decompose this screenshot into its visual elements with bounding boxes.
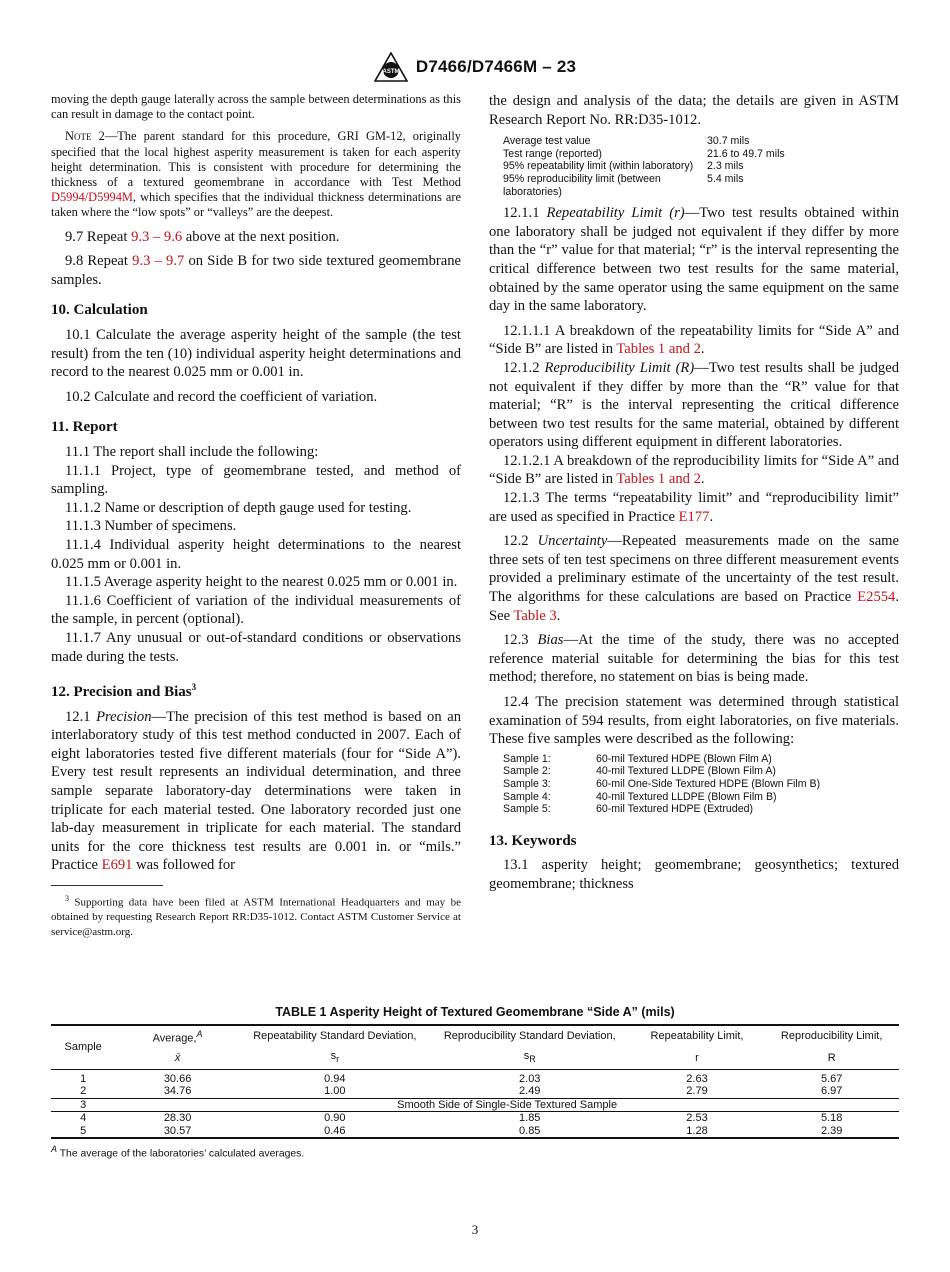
text: on Side B for two side textured geomembrane samples. — [51, 253, 461, 288]
col-header-sample: Sample — [51, 1025, 115, 1069]
precision-stats-table — [503, 135, 785, 198]
term: Uncertainty — [537, 533, 608, 550]
paragraph-11-1-6: 11.1.6 Coefficient of variation of the individual measurements of the sample, in percent (optional). — [51, 592, 461, 628]
symbol-text: s — [330, 1050, 337, 1063]
table-cell: 34.76 — [115, 1085, 240, 1098]
symbol-r: r — [630, 1048, 765, 1069]
link-table-3[interactable]: Table 3 — [513, 607, 557, 624]
text: was followed for — [132, 857, 236, 874]
table-1-title: TABLE 1 Asperity Height of Textured Geomembrane “Side A” (mils) — [275, 1005, 675, 1019]
text: 12.2 — [503, 533, 538, 550]
text: 12.1.3 The terms “repeatability limit” and “reproducibility limit” are used as specified in Practice — [489, 490, 899, 525]
text: . See — [489, 589, 899, 624]
footnote-divider — [51, 885, 163, 886]
paragraph-12-4: 12.4 The precision statement was determined through statistical examination of 594 results, from eight laboratories, on five materials. These five samples were described as the following: — [489, 694, 899, 748]
astm-logo-icon — [374, 52, 408, 82]
text: 9.7 Repeat — [65, 228, 132, 245]
text: —Repeated measurements made on the same three sets of ten test specimens on three different measurement events provided a preliminary estimate of the uncertainty of the test result. The algorithms for these calculations are based on Practice — [489, 533, 900, 606]
stats-label: 95% repeatability limit (within laboratory) — [503, 160, 694, 173]
table-cell: 30.57 — [115, 1125, 240, 1139]
page-number: 3 — [471, 1222, 479, 1237]
table-row — [51, 1069, 899, 1085]
sample-label: Sample 3: — [503, 777, 551, 790]
table-cell: 0.90 — [324, 1112, 346, 1125]
sample-label: Sample 2: — [503, 765, 551, 778]
paragraph-9-7 — [51, 228, 461, 247]
note-label: Note — [65, 129, 92, 144]
footnote-mark: A — [51, 1144, 58, 1155]
text: . — [700, 471, 705, 488]
stats-row — [503, 173, 785, 198]
symbol-sr — [240, 1048, 430, 1069]
paragraph-10-1: 10.1 Calculate the average asperity height of the sample (the test result) from the ten (10) individual asperity height determinations and record to the nearest 0.025 mm or 0.001 in. — [51, 327, 461, 381]
sample-description: 60-mil Textured HDPE (Blown Film A) — [596, 752, 772, 765]
paragraph-12-3 — [489, 631, 899, 687]
symbol-sR — [430, 1048, 630, 1069]
sample-row — [503, 753, 820, 766]
text: —Two test results shall be judged not equivalent if they differ by more than the “R” value for that material; “R” is the interval representing the critical difference between two test results for the same material, obtained by different operators using different equipment in different laboratories. — [489, 359, 899, 451]
symbol-sub: r — [336, 1054, 340, 1065]
stats-label: Average test value — [503, 135, 591, 148]
term: Repeatability Limit (r) — [546, 205, 685, 222]
table-cell: 2.03 — [519, 1072, 541, 1085]
page-header — [0, 52, 950, 82]
table-cell: 0.46 — [240, 1125, 430, 1139]
paragraph-11-1: 11.1 The report shall include the following: — [65, 443, 319, 460]
paragraph-11-1-5: 11.1.5 Average asperity height to the nearest 0.025 mm or 0.001 in. — [65, 574, 458, 591]
text: 9.8 Repeat — [65, 253, 133, 270]
text: . — [556, 607, 561, 624]
table-cell: 4 — [80, 1112, 87, 1125]
sample-label: Sample 5: — [503, 803, 551, 816]
paragraph-12-1-2-1 — [489, 452, 899, 489]
table-row — [51, 1112, 899, 1125]
table-cell: 3 — [51, 1098, 115, 1112]
table-cell: 0.85 — [430, 1125, 630, 1139]
right-column — [489, 92, 899, 900]
footnote-ref[interactable]: 3 — [191, 682, 197, 693]
paragraph-11-1-3: 11.1.3 Number of specimens. — [65, 518, 237, 535]
table-1-grid — [51, 1024, 899, 1139]
stats-value: 2.3 mils — [707, 160, 744, 173]
table-cell: 2 — [51, 1085, 115, 1098]
table-cell: 28.30 — [163, 1112, 192, 1125]
table-cell: 1.28 — [630, 1125, 765, 1139]
stats-value: 5.4 mils — [707, 172, 744, 185]
term: Reproducibility Limit (R) — [544, 359, 695, 376]
paragraph-12-1-3 — [489, 489, 899, 526]
paragraph-continuation: the design and analysis of the data; the details are given in ASTM Research Report No. RR:D35-1012. — [489, 93, 899, 128]
paragraph-11-1-7: 11.1.7 Any unusual or out-of-standard conditions or observations made during the tests. — [51, 629, 461, 665]
term: Bias — [537, 632, 564, 649]
sample-row — [503, 791, 820, 804]
document-id: D7466/D7466M – 23 — [415, 57, 577, 76]
col-header-repeatability-limit: Repeatability Limit, — [630, 1025, 765, 1048]
stats-value: 21.6 to 49.7 mils — [707, 147, 785, 160]
stats-row — [503, 148, 785, 161]
samples-table — [503, 753, 820, 816]
table-cell: 0.94 — [324, 1072, 346, 1085]
term: Precision — [96, 708, 152, 725]
table-cell: 2.49 — [430, 1085, 630, 1098]
text: —At the time of the study, there was no accepted reference material suitable for determining the bias for this test method; therefore, no statement on bias is being made. — [489, 632, 899, 686]
paragraph-10-2: 10.2 Calculate and record the coefficient of variation. — [65, 388, 378, 405]
paragraph-11-1-2: 11.1.2 Name or description of depth gauge used for testing. — [65, 499, 412, 516]
table-cell: 5.67 — [820, 1072, 843, 1085]
sample-label: Sample 1: — [503, 752, 551, 765]
paragraph-12-2 — [489, 532, 899, 625]
text: 12.3 — [503, 632, 538, 649]
table-cell: 1 — [80, 1072, 87, 1085]
table-cell: 1.85 — [519, 1112, 541, 1125]
sample-description: 40-mil Textured LLDPE (Blown Film B) — [596, 790, 777, 803]
link-tables-1-2[interactable]: Tables 1 and 2 — [616, 341, 701, 358]
stats-row — [503, 135, 785, 148]
symbol-text: x̄ — [174, 1051, 181, 1064]
col-header-repeatability-sd: Repeatability Standard Deviation, — [240, 1025, 430, 1048]
table-1-footnote — [51, 1144, 899, 1159]
paragraph-13-1: 13.1 asperity height; geomembrane; geosynthetics; textured geomembrane; thickness — [489, 857, 899, 892]
footnote-ref: A — [196, 1029, 203, 1039]
table-cell: 6.97 — [764, 1085, 899, 1098]
text: above at the next position. — [182, 228, 340, 245]
table-1 — [51, 1005, 899, 1160]
link-e2554[interactable]: E2554 — [857, 589, 896, 606]
link-9-3-9-6[interactable]: 9.3 – 9.6 — [131, 228, 183, 245]
symbol-sub: R — [529, 1054, 536, 1065]
text: 12.1.1.1 A breakdown of the repeatability limits for “Side A” and “Side B” are listed in — [489, 322, 899, 358]
note-2 — [51, 129, 461, 220]
stats-label: Test range (reported) — [503, 147, 602, 160]
footnote-mark: 3 — [65, 894, 69, 904]
table-cell: 30.66 — [163, 1072, 192, 1085]
left-column — [51, 92, 461, 945]
paragraph-11-1-1: 11.1.1 Project, type of geomembrane tested, and method of sampling. — [51, 462, 461, 498]
table-cell: 1.00 — [240, 1085, 430, 1098]
text: 12.1.1 — [503, 205, 547, 222]
table-cell-note: Smooth Side of Single-Side Textured Sample — [115, 1098, 899, 1112]
link-d5994[interactable]: D5994/D5994M — [51, 190, 133, 205]
text: . — [709, 508, 714, 525]
text: —Two test results obtained within one laboratory shall be judged not equivalent if they differ by more than the “r” value for that material; “r” is the interval representing the critical difference between two test results for the same material, obtained by the same operator using the same equipment on the same day in the same laboratory. — [489, 205, 899, 315]
text: 12.1.2 — [503, 359, 545, 376]
paragraph-9-8 — [51, 252, 461, 289]
footnote-text: Supporting data have been filed at ASTM International Headquarters and may be obtained by requesting Research Report RR:D35-1012. Contact ASTM Customer Service at service@astm.org. — [51, 896, 461, 938]
link-tables-1-2[interactable]: Tables 1 and 2 — [616, 471, 701, 488]
table-cell: 5 — [51, 1125, 115, 1139]
paragraph-12-1 — [51, 708, 461, 875]
link-e177[interactable]: E177 — [678, 508, 710, 525]
heading-text: 12. Precision and Bias — [51, 684, 192, 701]
sample-description: 60-mil One-Side Textured HDPE (Blown Film B) — [596, 777, 821, 790]
text: 12.1 — [65, 708, 97, 725]
section-10-heading: 10. Calculation — [51, 302, 148, 319]
note-text: 2—The parent standard for this procedure, GRI GM-12, originally specified that the local highest asperity measurement is taken for each asperity height determination. This is consistent with procedure for determining the thickness of a textured geomembrane in accordance with Test Method — [51, 129, 461, 190]
svg-text:ASTM: ASTM — [382, 69, 400, 75]
symbol-xbar — [115, 1048, 240, 1069]
sample-row — [503, 765, 820, 778]
symbol-R: R — [764, 1048, 899, 1069]
stats-value: 30.7 mils — [707, 135, 750, 148]
table-row — [51, 1085, 899, 1098]
table-cell: 2.79 — [630, 1085, 765, 1098]
section-13-heading: 13. Keywords — [489, 832, 577, 849]
table-cell: 5.18 — [820, 1112, 843, 1125]
sample-description: 60-mil Textured HDPE (Extruded) — [596, 803, 754, 816]
sample-label: Sample 4: — [503, 790, 551, 803]
footnote-3 — [51, 892, 461, 939]
stats-label: 95% reproducibility limit (between laboratories) — [503, 172, 661, 198]
footnote-text: The average of the laboratories’ calculated averages. — [57, 1148, 305, 1160]
text: —The precision of this test method is based on an interlaboratory study of this test method conducted in 2007. Each of eight laboratories tested five different materials (four for “Side A”). Every test result represents an individual determination, and three sample separate laboratory-day determinations were taken in triplicate for each material tested. One laboratory recorded just one lab-day measurement in triplicate for each material. The standard units for the core thickness test results are 0.001 in. or “mils.” Practice — [51, 708, 461, 874]
table-row — [51, 1125, 899, 1139]
paragraph-12-1-1 — [489, 204, 899, 316]
table-cell: 2.63 — [686, 1072, 708, 1085]
section-11-heading: 11. Report — [51, 419, 118, 436]
sample-row — [503, 803, 820, 816]
paragraph-12-1-1-1 — [489, 322, 899, 359]
col-header-average — [115, 1025, 240, 1048]
table-cell: 2.53 — [686, 1112, 708, 1125]
sample-row — [503, 778, 820, 791]
header-text: Average, — [152, 1032, 197, 1045]
stats-row — [503, 160, 785, 173]
paragraph-12-1-2 — [489, 359, 899, 452]
table-cell: 2.39 — [764, 1125, 899, 1139]
text: . — [700, 341, 705, 358]
link-e691[interactable]: E691 — [101, 857, 133, 874]
sample-description: 40-mil Textured LLDPE (Blown Film A) — [596, 765, 776, 778]
link-9-3-9-7[interactable]: 9.3 – 9.7 — [132, 253, 185, 270]
table-row — [51, 1098, 899, 1112]
symbol-text: s — [523, 1050, 530, 1063]
note-continuation: moving the depth gauge laterally across the sample between determinations as this can result in damage to the contact point. — [51, 92, 461, 122]
text: 12.1.2.1 A breakdown of the reproducibility limits for “Side A” and “Side B” are listed in — [489, 452, 899, 488]
section-12-heading — [51, 678, 461, 702]
paragraph-11-1-4: 11.1.4 Individual asperity height determinations to the nearest 0.025 mm or 0.001 in. — [51, 536, 461, 572]
col-header-reproducibility-sd: Reproducibility Standard Deviation, — [430, 1025, 630, 1048]
note-text: , which specifies that the individual thickness determinations are taken where the “low spots” or “valleys” are the deepest. — [51, 190, 461, 220]
col-header-reproducibility-limit: Reproducibility Limit, — [764, 1025, 899, 1048]
